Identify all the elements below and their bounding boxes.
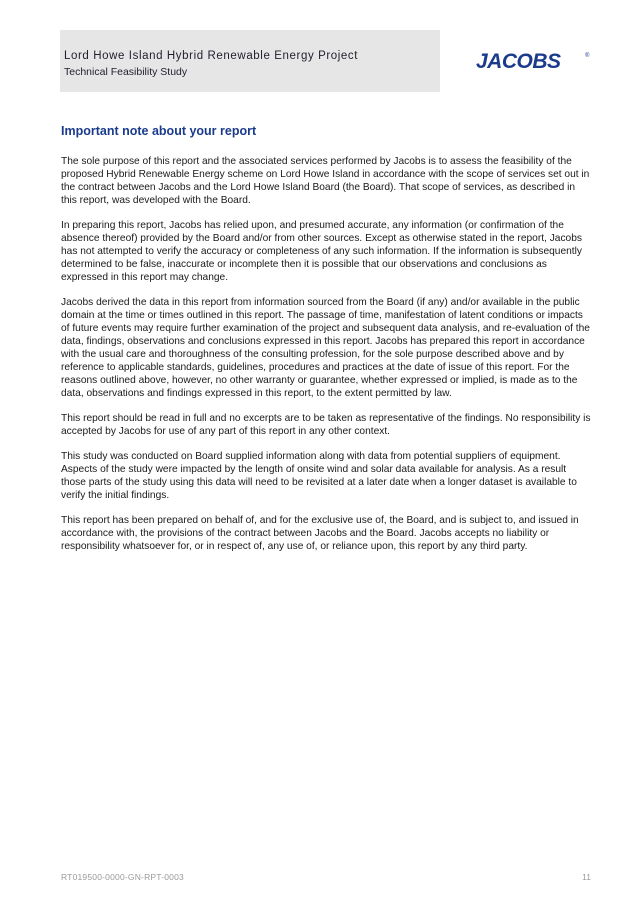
footer-page-number: 11 <box>582 872 591 882</box>
page-header <box>60 30 593 92</box>
logo-wordmark: JACOBS <box>476 50 561 71</box>
footer-doc-number: RT019500-0000-GN-RPT-0003 <box>61 872 184 882</box>
paragraph-purpose: The sole purpose of this report and the associated services performed by Jacobs is to assess the feasibility of the proposed Hybrid Renewable Energy scheme on Lord Howe Island in accordance with the scope of services set out in the contract between Jacobs and the Lord Howe Island Board (the Board). That scope of services, as described in this report, was developed with the Board. <box>61 156 590 206</box>
paragraph-exclusive-use: This report has been prepared on behalf of, and for the exclusive use of, the Board, and is subject to, and issued in accordance with, the provisions of the contract between Jacobs and the Board. Jacobs accepts no liability or responsibility whatsoever for, or in respect of, any use of, or reliance upon, this report by any third party. <box>61 515 579 552</box>
paragraph-reliance: In preparing this report, Jacobs has relied upon, and presumed accurate, any information (or confirmation of the absence thereof) provided by the Board and/or from other sources. Except as otherwise stated in the report, Jacobs has not attempted to verify the accuracy or completeness of any such information. If the information is subsequently determined to be false, inaccurate or incomplete then it is possible that our observations and conclusions as expressed in this report may change. <box>61 220 582 283</box>
paragraph-read-in-full: This report should be read in full and no excerpts are to be taken as representative of the findings. No responsibility is accepted by Jacobs for use of any part of this report in any other context. <box>61 413 591 437</box>
logo-registered-mark: ® <box>585 53 590 59</box>
header-diagonal <box>410 30 440 92</box>
jacobs-logo <box>476 49 591 71</box>
header-title: Lord Howe Island Hybrid Renewable Energy Project <box>64 50 359 62</box>
paragraph-data-sources: Jacobs derived the data in this report from information sourced from the Board (if any) and/or available in the public domain at the time or times outlined in this report. The passage of time, manifestation of latent conditions or impacts of future events may require further examination of the project and subsequent data analysis, and re-evaluation of the data, findings, observations and conclusions expressed in this report. Jacobs has prepared this report in accordance with the usual care and thoroughness of the consulting profession, for the sole purpose described above and by reference to applicable standards, guidelines, procedures and practices at the date of issue of this report. For the reasons outlined above, however, no other warranty or guarantee, whether expressed or implied, is made as to the data, observations and findings expressed in this report, to the extent permitted by law. <box>61 297 590 399</box>
paragraph-study-basis: This study was conducted on Board supplied information along with data from potential suppliers of equipment. Aspects of the study were impacted by the length of onsite wind and solar data available for analysis. As a result those parts of the study using this data will need to be revisited at a later date when a longer dataset is available to verify the initial findings. <box>61 451 577 501</box>
section-heading: Important note about your report <box>61 124 257 138</box>
report-note-section <box>61 124 591 565</box>
header-subtitle: Technical Feasibility Study <box>64 66 188 78</box>
